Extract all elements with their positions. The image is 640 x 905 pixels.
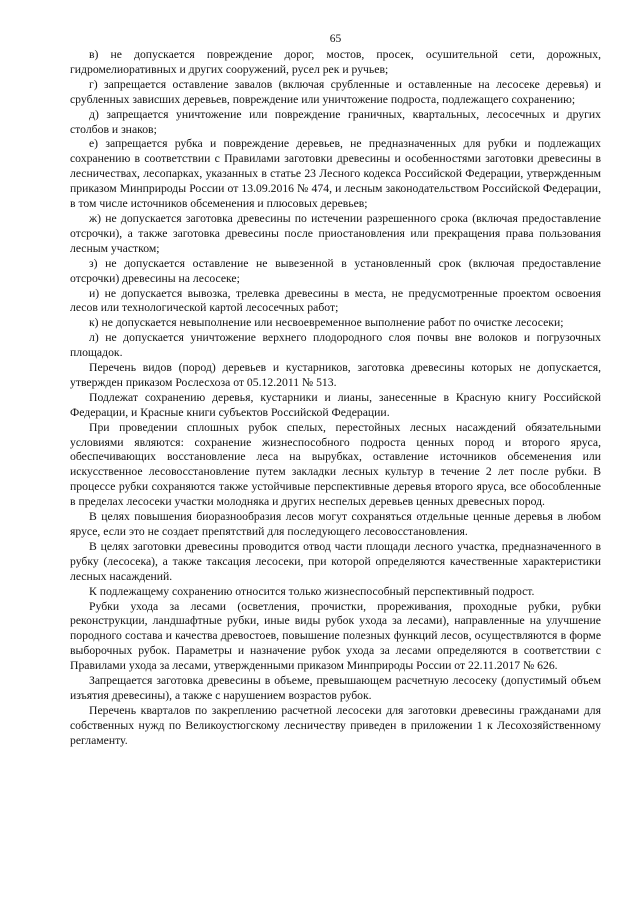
- paragraph-clear-cutting: При проведении сплошных рубок спелых, перестойных лесных насаждений обязательными условиями являются: сохранение жизнеспособного подроста ценных пород и второго яруса, обеспечивающих восстановление леса на вырубках, оставление источников обсеменения или искусственное лесовосстановление путем закладки лесных культур в течение 2 лет после рубки. В процессе рубки сохраняются также устойчивые перспективные деревья второго яруса, все обособленные в пределах лесосеки участки молодняка и других неспелых деревьев ценных древесных пород.: [70, 420, 601, 509]
- paragraph-k: к) не допускается невыполнение или несвоевременное выполнение работ по очистке лесосеки;: [89, 316, 564, 330]
- page-number: 65: [329, 33, 342, 45]
- paragraph-d: д) запрещается уничтожение или повреждение граничных, квартальных, лесосечных и других столбов и знаков;: [70, 107, 601, 136]
- paragraph-e: е) запрещается рубка и повреждение деревьев, не предназначенных для рубки и подлежащих сохранению в соответствии с Правилами заготовки древесины и особенностями заготовки древесины в лесничествах, лесопарках, указанных в статье 23 Лесного кодекса Российской Федерации, утвержденным приказом Минприроды России от 13.09.2016 № 474, и лесным законодательством Российской Федерации, в том числе источников обсеменения и плюсовых деревьев;: [70, 137, 601, 211]
- paragraph-zh: ж) не допускается заготовка древесины по истечении разрешенного срока (включая предоставление отсрочки), а также заготовка древесины после приостановления или прекращения права пользования лесным участком;: [70, 211, 601, 255]
- paragraph-allotment: В целях заготовки древесины проводится отвод части площади лесного участка, предназначенного в рубку (лесосека), а также таксация лесосеки, при которой определяются качественные характеристики лесных насаждений.: [70, 539, 601, 583]
- paragraph-i: и) не допускается вывозка, трелевка древесины в места, не предусмотренные проектом освоения лесов или технологической картой лесосечных работ;: [70, 286, 601, 315]
- paragraph-undergrowth: К подлежащему сохранению относится только жизнеспособный перспективный подрост.: [89, 584, 535, 598]
- paragraph-z: з) не допускается оставление не вывезенной в установленный срок (включая предоставление отсрочки) древесины на лесосеке;: [70, 256, 601, 285]
- paragraph-quarters-list: Перечень кварталов по закреплению расчетной лесосеки для заготовки древесины гражданами для собственных нужд по Великоустюгскому лесничеству приведен в приложении 1 к Лесохозяйственному регламенту.: [70, 703, 601, 747]
- paragraph-g: г) запрещается оставление завалов (включая срубленные и оставленные на лесосеке деревья) и срубленных зависших деревьев, повреждение или уничтожение подроста, подлежащего сохранению;: [70, 77, 601, 106]
- paragraph-volume-limit: Запрещается заготовка древесины в объеме, превышающем расчетную лесосеку (допустимый объем изъятия древесины), а также с нарушением возрастов рубок.: [70, 674, 601, 702]
- paragraph-red-book: Подлежат сохранению деревья, кустарники и лианы, занесенные в Красную книгу Российской Федерации, и Красные книги субъектов Российской Федерации.: [70, 390, 601, 419]
- paragraph-v: в) не допускается повреждение дорог, мостов, просек, осушительной сети, дорожных, гидромелиоративных и других сооружений, русел рек и ручьев;: [70, 48, 601, 76]
- paragraph-prohibited-species: Перечень видов (пород) деревьев и кустарников, заготовка древесины которых не допускается, утвержден приказом Рослесхоза от 05.12.2011 № 513.: [70, 361, 601, 389]
- paragraph-l: л) не допускается уничтожение верхнего плодородного слоя почвы вне волоков и погрузочных площадок.: [70, 331, 601, 360]
- paragraph-biodiversity: В целях повышения биоразнообразия лесов могут сохраняться отдельные ценные деревья в любом ярусе, если это не создает препятствий для последующего лесовосстановления.: [70, 510, 601, 538]
- document-body: [70, 48, 601, 749]
- paragraph-maintenance-cutting: Рубки ухода за лесами (осветления, прочистки, прореживания, проходные рубки, рубки реконструкции, ландшафтные рубки, иные виды рубок ухода за лесами), направленные на улучшение породного состава и качества древостоев, повышение полезных функций лесов, осуществляются в форме выборочных рубок. Параметры и назначение рубок ухода за лесами определяются в соответствии с Правилами ухода за лесами, утвержденными приказом Минприроды России от 22.11.2017 № 626.: [70, 599, 601, 673]
